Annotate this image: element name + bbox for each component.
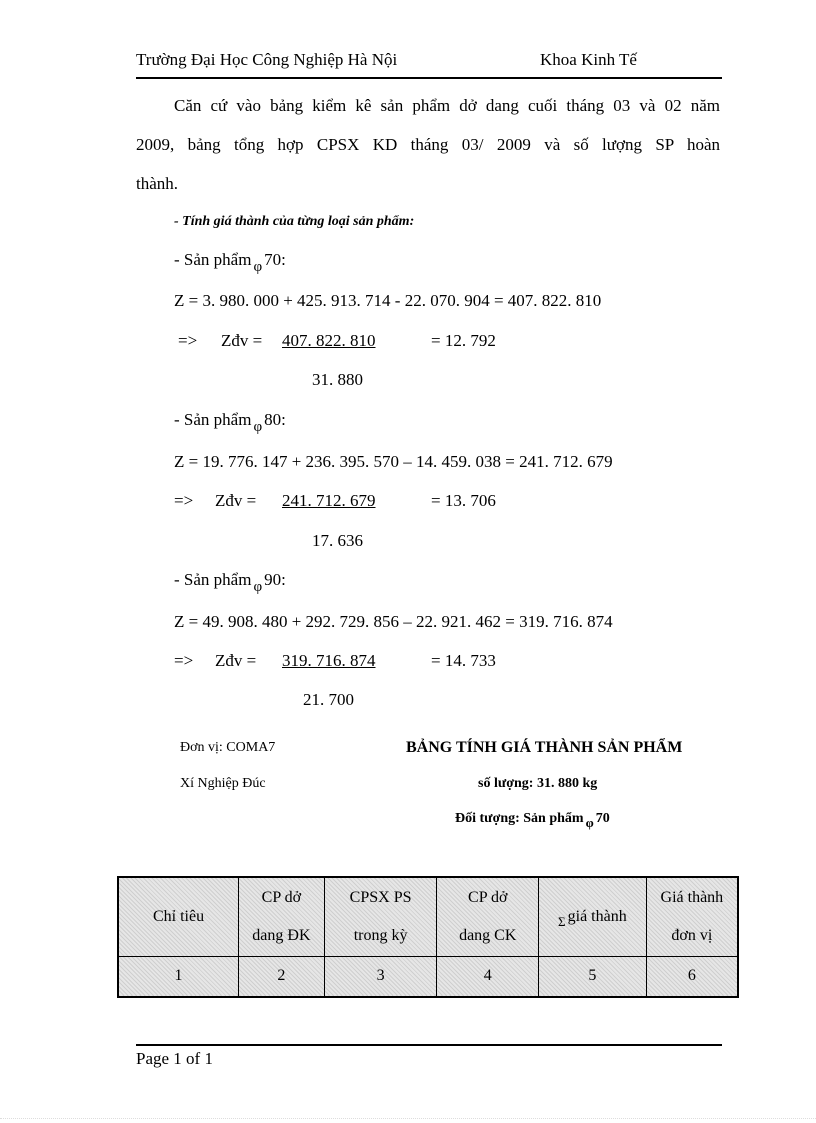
product-3-denominator: 21. 700	[303, 690, 354, 709]
header-production-cost	[324, 877, 437, 956]
product-2-z-formula: Z = 19. 776. 147 + 236. 395. 570 – 14. 459. 038 = 241. 712. 679	[174, 452, 613, 471]
index-cell: 2	[239, 956, 325, 997]
object-prefix: Đối tượng: Sản phẩm	[455, 811, 584, 826]
workshop-label: Xí Nghiệp Đúc	[180, 776, 266, 791]
phi-icon: φ	[253, 419, 263, 435]
table-title: BẢNG TÍNH GIÁ THÀNH SẢN PHẨM	[406, 739, 683, 756]
header-criteria	[118, 877, 239, 956]
header-unit-cost-l2: đơn vị	[671, 926, 713, 944]
product-3-code: 90:	[264, 570, 286, 589]
header-wip-begin	[239, 877, 325, 956]
header-rule	[136, 77, 722, 79]
cost-table	[117, 876, 739, 998]
index-cell: 5	[539, 956, 647, 997]
product-2-code: 80:	[264, 410, 286, 429]
header-wip-end	[437, 877, 539, 956]
product-1-result: = 12. 792	[431, 331, 496, 350]
product-1-zdv-label: Zđv =	[221, 331, 263, 350]
product-2-zdv-label: Zđv =	[215, 491, 257, 510]
page-edge	[0, 1118, 816, 1119]
intro-line-1: Căn cứ vào bảng kiểm kê sản phẩm dở dang cuối tháng 03 và 02 năm	[174, 96, 720, 115]
phi-icon: φ	[253, 579, 263, 595]
product-2-label	[174, 410, 286, 435]
product-3-zdv-label: Zđv =	[215, 651, 257, 670]
product-1-z-formula: Z = 3. 980. 000 + 425. 913. 714 - 22. 070. 904 = 407. 822. 810	[174, 291, 602, 310]
unit-label: Đơn vị: COMA7	[180, 740, 276, 755]
header-wip-end-l2: dang CK	[459, 926, 517, 944]
header-school: Trường Đại Học Công Nghiệp Hà Nội	[136, 50, 398, 69]
product-3-arrow: =>	[174, 651, 194, 670]
footer-rule	[136, 1044, 722, 1046]
product-2-numerator: 241. 712. 679	[282, 491, 376, 510]
header-unit-cost	[646, 877, 738, 956]
phi-icon: φ	[253, 259, 263, 275]
product-1-denominator: 31. 880	[312, 370, 363, 389]
product-2-result: = 13. 706	[431, 491, 496, 510]
phi-icon: φ	[585, 815, 594, 830]
header-wip-begin-l1: CP dở	[261, 888, 302, 906]
index-cell: 6	[646, 956, 738, 997]
product-3-label	[174, 570, 286, 595]
product-1-numerator: 407. 822. 810	[282, 331, 376, 350]
header-criteria-text: Chỉ tiêu	[152, 907, 205, 925]
quantity-label: số lượng: 31. 880 kg	[478, 776, 598, 791]
index-cell: 1	[118, 956, 239, 997]
header-production-cost-l1: CPSX PS	[349, 888, 412, 906]
sigma-icon: Σ	[558, 913, 566, 929]
index-cell: 3	[324, 956, 437, 997]
product-2-prefix: - Sản phẩm	[174, 410, 252, 429]
object-label	[455, 810, 610, 830]
product-1-prefix: - Sản phẩm	[174, 250, 252, 269]
intro-line-3: thành.	[136, 174, 179, 193]
product-2-arrow: =>	[174, 491, 194, 510]
header-total-cost-text: giá thành	[567, 907, 627, 925]
product-2-denominator: 17. 636	[312, 531, 363, 550]
product-3-result: = 14. 733	[431, 651, 496, 670]
object-code: 70	[595, 811, 610, 826]
product-3-z-formula: Z = 49. 908. 480 + 292. 729. 856 – 22. 921. 462 = 319. 716. 874	[174, 612, 613, 631]
product-1-code: 70:	[264, 250, 286, 269]
header-faculty: Khoa Kinh Tế	[540, 50, 637, 69]
table-header-row	[118, 877, 738, 956]
index-cell: 4	[437, 956, 539, 997]
table-index-row	[118, 956, 738, 997]
footer-page: Page 1 of 1	[136, 1049, 213, 1068]
header-total-cost	[539, 877, 647, 956]
product-1-arrow: =>	[178, 331, 198, 350]
intro-line-2: 2009, bảng tổng hợp CPSX KD tháng 03/ 2009 và số lượng SP hoàn	[136, 135, 720, 154]
product-3-numerator: 319. 716. 874	[282, 651, 376, 670]
header-production-cost-l2: trong kỳ	[353, 926, 408, 944]
section-title: - Tính giá thành của từng loại sản phẩm:	[174, 214, 415, 229]
header-unit-cost-l1: Giá thành	[660, 888, 724, 906]
header-wip-begin-l2: dang ĐK	[252, 926, 311, 944]
header-wip-end-l1: CP dở	[468, 888, 508, 906]
product-1-label	[174, 250, 286, 275]
product-3-prefix: - Sản phẩm	[174, 570, 252, 589]
